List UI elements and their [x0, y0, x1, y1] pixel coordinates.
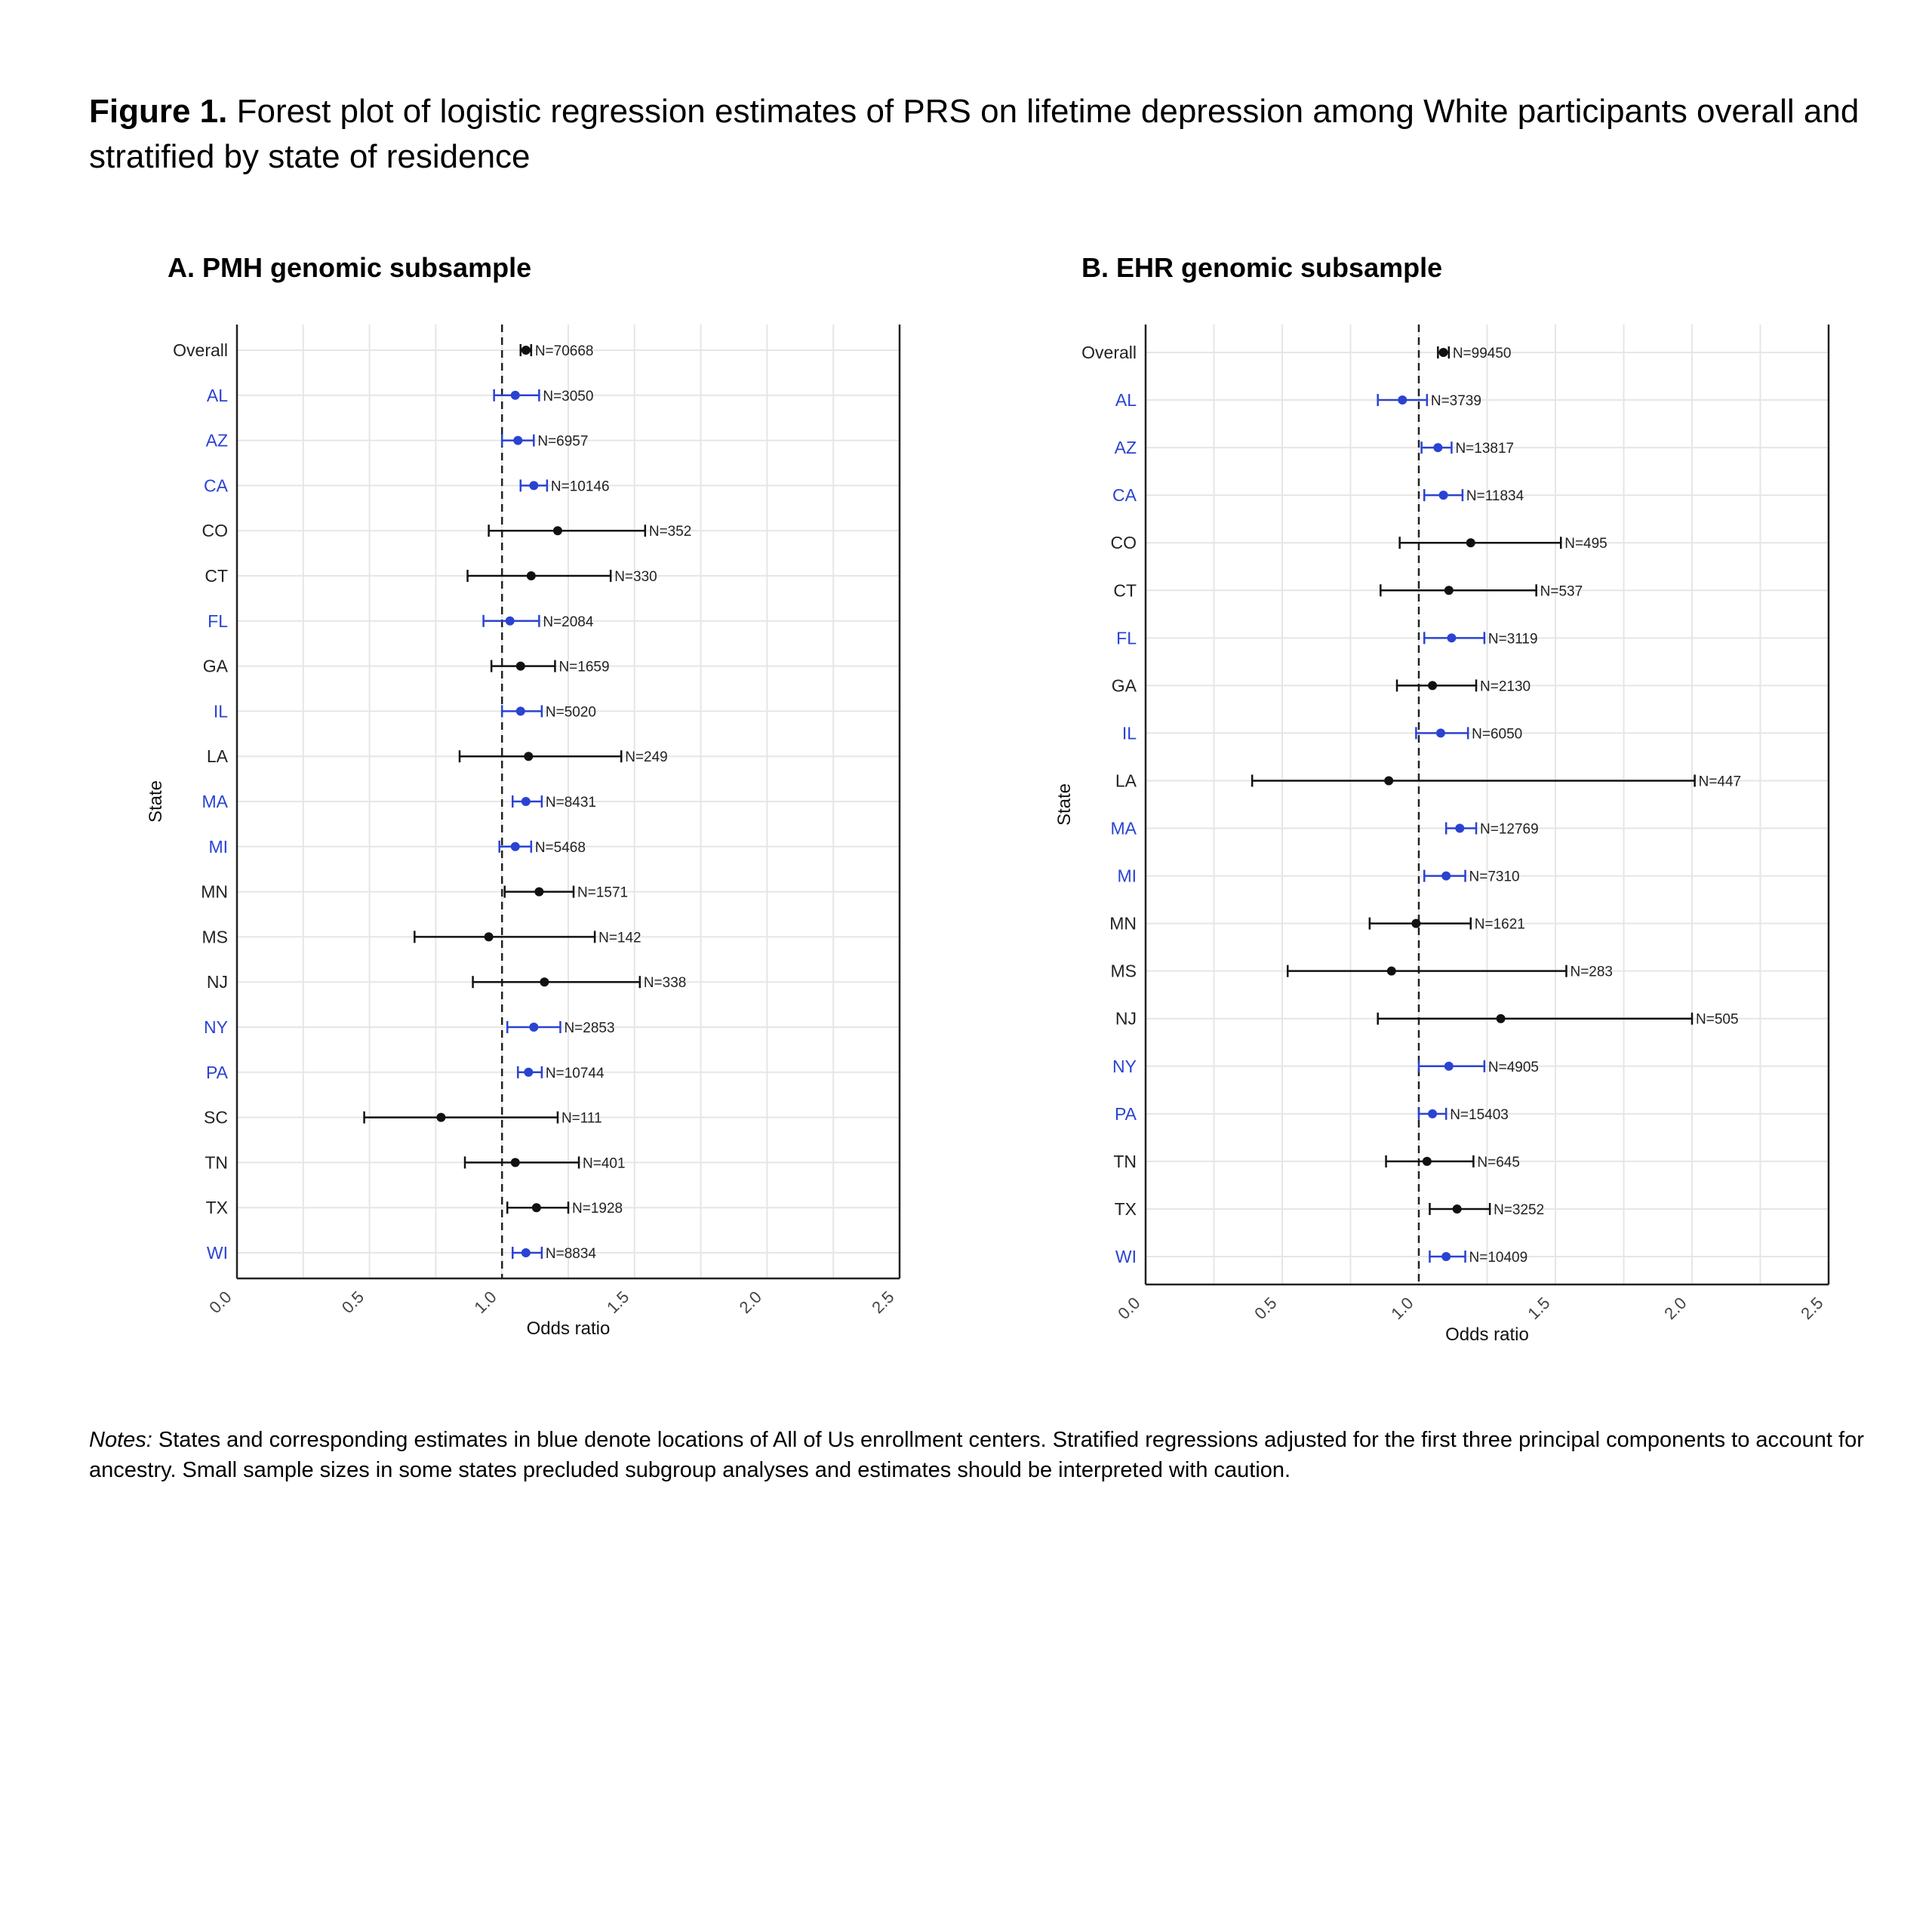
x-axis-label: Odds ratio [526, 1318, 611, 1339]
row-label: TX [1114, 1198, 1137, 1219]
row-label: CO [1110, 533, 1137, 553]
sample-size-label: N=1621 [1474, 916, 1525, 933]
point-estimate [1428, 681, 1437, 690]
row-label: IL [213, 701, 228, 721]
x-tick-label: 2.5 [1797, 1293, 1827, 1324]
row-label: MI [208, 836, 228, 857]
row-label: CA [204, 475, 228, 496]
point-estimate [1441, 872, 1451, 881]
sample-size-label: N=6050 [1472, 726, 1523, 743]
row-label: CT [205, 566, 228, 586]
row-label: NJ [206, 972, 228, 992]
point-estimate [1384, 776, 1393, 785]
row-label: PA [1115, 1103, 1137, 1124]
x-tick-label: 1.0 [470, 1287, 500, 1318]
sample-size-label: N=5468 [534, 839, 586, 856]
sample-size-label: N=1659 [558, 659, 610, 675]
sample-size-label: N=537 [1540, 583, 1583, 600]
figure-label: Figure 1. [89, 93, 228, 130]
row-label: TX [205, 1198, 228, 1218]
x-tick-label: 1.0 [1387, 1293, 1417, 1324]
x-tick-label: 0.5 [1251, 1293, 1281, 1324]
sample-size-label: N=11834 [1466, 488, 1524, 505]
sample-size-label: N=283 [1570, 964, 1614, 980]
sample-size-label: N=330 [614, 569, 657, 585]
figure-notes [89, 1425, 1870, 1485]
sample-size-label: N=3050 [543, 388, 594, 405]
row-label: FL [208, 611, 228, 631]
sample-size-label: N=5020 [545, 704, 596, 721]
row-label: CO [202, 521, 228, 541]
sample-size-label: N=70668 [534, 343, 594, 359]
sample-size-label: N=8834 [545, 1246, 596, 1262]
row-label: Overall [1081, 343, 1137, 362]
sample-size-label: N=2853 [564, 1020, 615, 1036]
row-label: LA [1115, 771, 1137, 791]
sample-size-label: N=6957 [537, 433, 589, 450]
y-axis-label: State [1054, 783, 1075, 826]
point-estimate [1387, 967, 1396, 976]
notes-label: Notes: [89, 1428, 152, 1452]
row-label: CT [1113, 580, 1137, 601]
point-estimate [1447, 633, 1456, 642]
sample-size-label: N=111 [561, 1110, 602, 1127]
row-label: TN [205, 1152, 228, 1173]
point-estimate [1411, 919, 1420, 928]
row-label: MA [1110, 818, 1137, 838]
sample-size-label: N=15403 [1450, 1106, 1509, 1123]
sample-size-label: N=7310 [1469, 869, 1520, 885]
sample-size-label: N=645 [1477, 1154, 1520, 1171]
point-estimate [1433, 443, 1442, 452]
row-label: FL [1116, 628, 1137, 648]
point-estimate [1439, 348, 1448, 357]
sample-size-label: N=338 [643, 975, 687, 992]
sample-size-label: N=99450 [1452, 346, 1512, 361]
sample-size-label: N=401 [583, 1155, 626, 1172]
row-label: IL [1121, 723, 1137, 743]
row-label: WI [1115, 1247, 1137, 1266]
point-estimate [1436, 728, 1445, 737]
row-label: AZ [205, 430, 228, 451]
y-axis-label: State [146, 780, 166, 823]
row-label: MS [1110, 961, 1137, 981]
x-axis-label: Odds ratio [1445, 1324, 1529, 1345]
x-tick-label: 1.5 [1524, 1293, 1554, 1324]
panel-b-title: B. EHR genomic subsample [1081, 252, 1443, 283]
row-label: NJ [1115, 1008, 1137, 1029]
row-label: MS [202, 927, 228, 947]
point-estimate [1497, 1014, 1506, 1023]
row-label: LA [206, 746, 228, 767]
row-label: MI [1117, 866, 1137, 886]
row-label: MA [202, 792, 228, 811]
row-label: GA [202, 656, 228, 676]
x-tick-label: 0.0 [205, 1287, 235, 1318]
point-estimate [1444, 586, 1454, 595]
x-tick-label: 2.0 [1660, 1293, 1690, 1324]
sample-size-label: N=505 [1696, 1011, 1739, 1028]
sample-size-label: N=3739 [1430, 393, 1481, 410]
point-estimate [1423, 1157, 1432, 1166]
figure-title: Forest plot of logistic regression estimates of PRS on lifetime depression among White participants overall and stratified by state of residence [89, 93, 1860, 175]
point-estimate [1439, 491, 1448, 500]
point-estimate [1466, 538, 1475, 547]
sample-size-label: N=4905 [1487, 1059, 1539, 1075]
point-estimate [1453, 1204, 1462, 1214]
sample-size-label: N=1571 [577, 884, 629, 901]
sample-size-label: N=13817 [1455, 441, 1515, 457]
panel-a-title: A. PMH genomic subsample [168, 252, 532, 283]
row-label: SC [204, 1107, 228, 1128]
row-label: AZ [1114, 438, 1137, 458]
x-tick-label: 0.5 [337, 1287, 368, 1318]
row-label: MN [201, 881, 228, 902]
x-tick-label: 1.5 [603, 1287, 633, 1318]
row-label: PA [206, 1062, 228, 1082]
row-label: NY [204, 1017, 228, 1037]
row-label: NY [1112, 1056, 1137, 1076]
sample-size-label: N=10409 [1469, 1250, 1528, 1266]
point-estimate [1444, 1062, 1454, 1071]
sample-size-label: N=3252 [1494, 1201, 1545, 1218]
x-tick-label: 2.5 [868, 1287, 898, 1318]
notes-text: States and corresponding estimates in blue denote locations of All of Us enrollment centers. Stratified regressions adjusted for the first three principal components to account for ancestry. Small sample sizes in some states precluded subgroup analyses and estimates should be interpreted with caution. [89, 1428, 1864, 1482]
x-tick-label: 2.0 [735, 1287, 765, 1318]
sample-size-label: N=1928 [572, 1201, 623, 1217]
sample-size-label: N=2084 [543, 614, 594, 630]
sample-size-label: N=10744 [545, 1065, 605, 1081]
sample-size-label: N=142 [598, 930, 641, 946]
point-estimate [1441, 1252, 1451, 1261]
row-label: WI [206, 1243, 228, 1263]
row-label: CA [1112, 485, 1137, 506]
sample-size-label: N=2130 [1480, 678, 1531, 695]
sample-size-label: N=495 [1564, 536, 1607, 552]
x-tick-label: 0.0 [1114, 1293, 1144, 1324]
row-label: AL [1115, 390, 1137, 411]
sample-size-label: N=447 [1698, 774, 1742, 790]
sample-size-label: N=10146 [550, 478, 610, 495]
row-label: MN [1109, 913, 1137, 934]
row-label: GA [1111, 675, 1137, 696]
sample-size-label: N=249 [625, 749, 668, 766]
row-label: TN [1113, 1151, 1137, 1171]
sample-size-label: N=352 [648, 524, 692, 540]
point-estimate [1455, 824, 1464, 833]
row-label: AL [206, 385, 228, 405]
point-estimate [1428, 1109, 1437, 1118]
sample-size-label: N=3119 [1487, 631, 1538, 648]
sample-size-label: N=8431 [545, 795, 596, 811]
row-label: Overall [173, 340, 228, 360]
sample-size-label: N=12769 [1480, 821, 1539, 838]
point-estimate [1398, 395, 1407, 405]
